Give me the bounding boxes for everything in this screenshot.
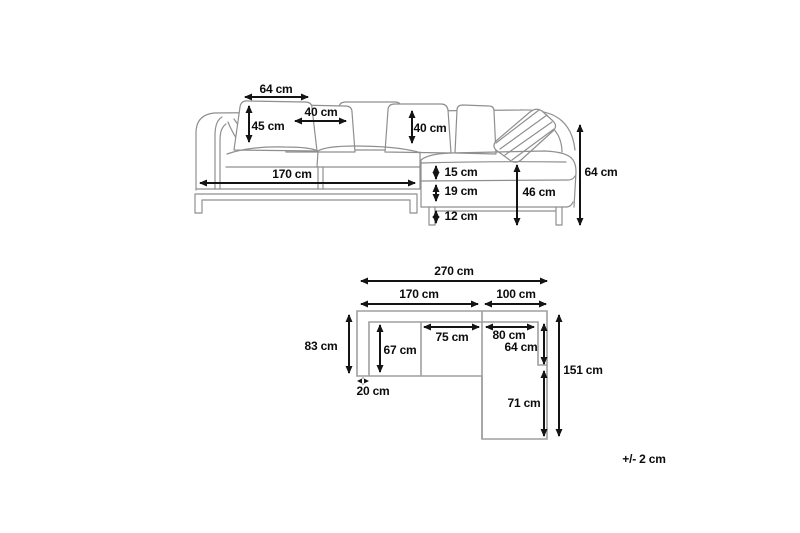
dim-label-leg-height: 12 cm [444, 209, 478, 223]
left-armrest-contour [215, 117, 222, 189]
left-armrest-contour [220, 124, 226, 189]
dim-label-chaise-total-length: 151 cm [563, 363, 603, 377]
dim-label-chaise-width: 100 cm [496, 287, 536, 301]
dim-label-seat-segment-width: 75 cm [435, 330, 469, 344]
dim-label-left-section-width: 170 cm [399, 287, 439, 301]
dim-label-total-width: 270 cm [434, 264, 474, 278]
dim-label-mid-cushion-width: 40 cm [304, 105, 338, 119]
dim-label-total-height: 64 cm [584, 165, 618, 179]
seat-cushion-division [317, 151, 318, 167]
chaise-roll-line [421, 162, 566, 163]
dim-label-seat-width: 170 cm [272, 167, 312, 181]
back-cushion-corner [455, 105, 496, 154]
dim-label-chaise-lower-length: 71 cm [507, 396, 541, 410]
dim-label-seat-height: 46 cm [522, 185, 556, 199]
dim-label-seat-depth: 67 cm [383, 343, 417, 357]
chaise-base-bottom [421, 202, 573, 207]
plan-dimension-arrows [349, 281, 559, 436]
dim-label-back-cushion-width: 64 cm [259, 82, 293, 96]
dim-label-right-cushion-height: 40 cm [413, 121, 447, 135]
dim-label-back-cushion-height: 45 cm [251, 119, 285, 133]
dim-label-armrest-width: 20 cm [356, 384, 390, 398]
dim-label-seat-cushion-height: 15 cm [444, 165, 478, 179]
striped-pillow [494, 109, 556, 162]
dim-label-chaise-inner-width: 80 cm [492, 328, 526, 342]
tolerance-note: +/- 2 cm [622, 452, 666, 466]
left-frame [195, 194, 417, 213]
dim-label-total-depth: 83 cm [304, 339, 338, 353]
dim-label-base-height: 19 cm [444, 184, 478, 198]
dim-label-chaise-upper-length: 64 cm [504, 340, 538, 354]
